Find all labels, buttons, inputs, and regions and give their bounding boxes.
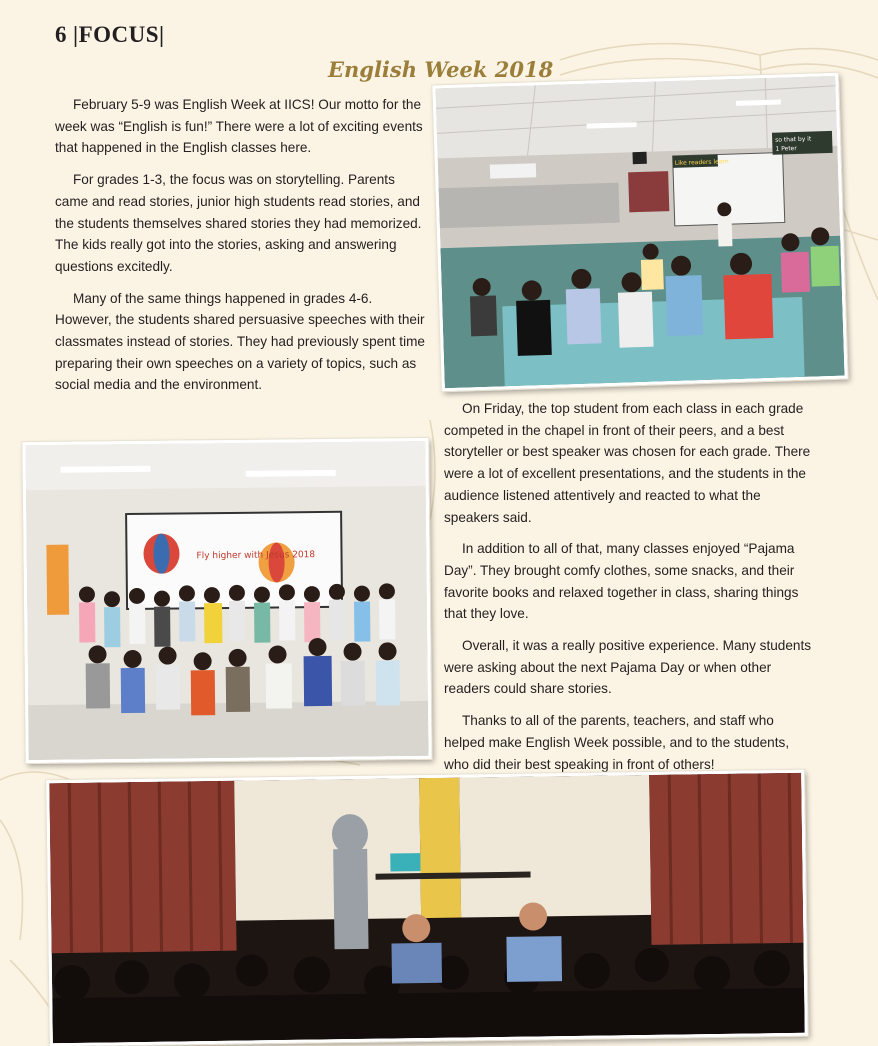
sign-text: so that by it bbox=[775, 135, 812, 144]
paragraph: February 5-9 was English Week at IICS! Our motto for the week was “English is fun!” There were a lot of exciting events that happened in the English classes here. bbox=[55, 97, 423, 156]
article-title: English Week 2018 bbox=[328, 57, 554, 82]
paragraph: Overall, it was a really positive experience. Many students were asking about the next Pajama Day or when other readers could share stories. bbox=[444, 638, 812, 697]
paragraph: On Friday, the top student from each class in each grade competed in the chapel in front of their peers, and a best storyteller or best speaker was chosen for each grade. There were a lot of excellent presentations, and the students in the audience listened attentively and reacted to what the speakers said. bbox=[444, 401, 811, 525]
page-number: 6 bbox=[55, 22, 67, 47]
paragraph: Thanks to all of the parents, teachers, and staff who helped make English Week possible, and to the students, who did their best speaking in front of others! bbox=[444, 713, 790, 772]
classroom-storytelling-photo bbox=[432, 73, 847, 392]
page-header bbox=[55, 22, 165, 48]
left-text-column bbox=[55, 94, 427, 406]
sign-text: 1 Peter bbox=[775, 145, 797, 153]
right-text-column bbox=[444, 398, 816, 785]
banner-text: Fly higher with Jesus 2018 bbox=[196, 550, 316, 562]
paragraph: Many of the same things happened in grades 4-6. However, the students shared persuasive speeches with their classmates instead of stories. They had previously spent time preparing their own speeches on a variety of topics, such as social media and the environment. bbox=[55, 290, 425, 393]
class-group-photo bbox=[22, 438, 431, 763]
section-label: |FOCUS| bbox=[73, 22, 165, 47]
chapel-performance-photo bbox=[46, 770, 808, 1046]
paragraph: For grades 1-3, the focus was on storytelling. Parents came and read stories, junior high students read stories, and the students themselves shared stories they had memorized. The kids really got into the stories, asking and answering questions excitedly. bbox=[55, 172, 422, 274]
sign-text: Like readers learn bbox=[674, 158, 729, 167]
paragraph: In addition to all of that, many classes enjoyed “Pajama Day”. They brought comfy clothes, some snacks, and their favorite books and relaxed together in class, sharing things that they love. bbox=[444, 541, 799, 622]
